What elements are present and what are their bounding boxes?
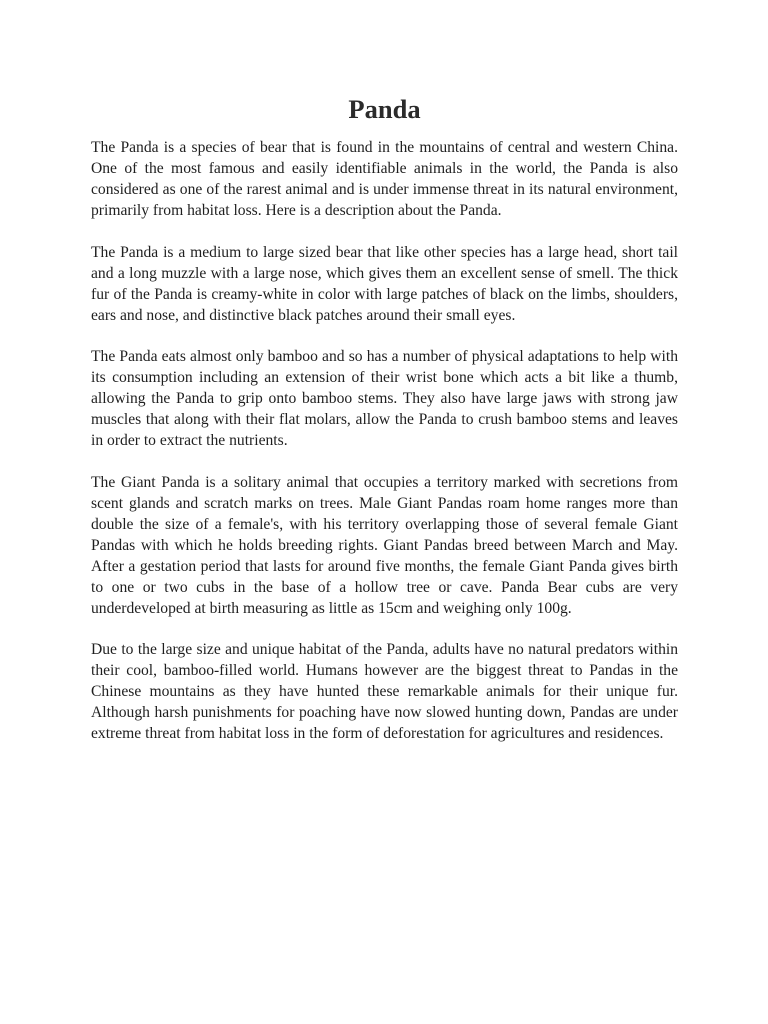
paragraph-intro: The Panda is a species of bear that is found in the mountains of central and western China. One of the most famous and easily identifiable animals in the world, the Panda is also considered as one of the rarest animal and is under immense threat in its natural environment, primarily from habitat loss. Here is a description about the Panda. <box>91 139 678 219</box>
paragraph-diet: The Panda eats almost only bamboo and so has a number of physical adaptations to help with its consumption including an extension of their wrist bone which acts a bit like a thumb, allowing the Panda to grip onto bamboo stems. They also have large jaws with strong jaw muscles that along with their flat molars, allow the Panda to crush bamboo stems and leaves in order to extract the nutrients. <box>91 348 678 449</box>
paragraph-behavior: The Giant Panda is a solitary animal that occupies a territory marked with secretions from scent glands and scratch marks on trees. Male Giant Pandas roam home ranges more than double the size of a female's, with his territory overlapping those of several female Giant Pandas with which he holds breeding rights. Giant Pandas breed between March and May. After a gestation period that lasts for around five months, the female Giant Panda gives birth to one or two cubs in the base of a hollow tree or cave. Panda Bear cubs are very underdeveloped at birth measuring as little as 15cm and weighing only 100g. <box>91 473 678 617</box>
document-title: Panda <box>348 94 421 124</box>
paragraph-threats: Due to the large size and unique habitat of the Panda, adults have no natural predators within their cool, bamboo-filled world. Humans however are the biggest threat to Pandas in the Chinese mountains as they have hunted these remarkable animals for their unique fur. Although harsh punishments for poaching have now slowed hunting down, Pandas are under extreme threat from habitat loss in the form of deforestation for agricultures and residences. <box>91 641 678 742</box>
paragraph-appearance: The Panda is a medium to large sized bear that like other species has a large head, short tail and a long muzzle with a large nose, which gives them an excellent sense of smell. The thick fur of the Panda is creamy-white in color with large patches of black on the limbs, shoulders, ears and nose, and distinctive black patches around their small eyes. <box>91 243 678 324</box>
